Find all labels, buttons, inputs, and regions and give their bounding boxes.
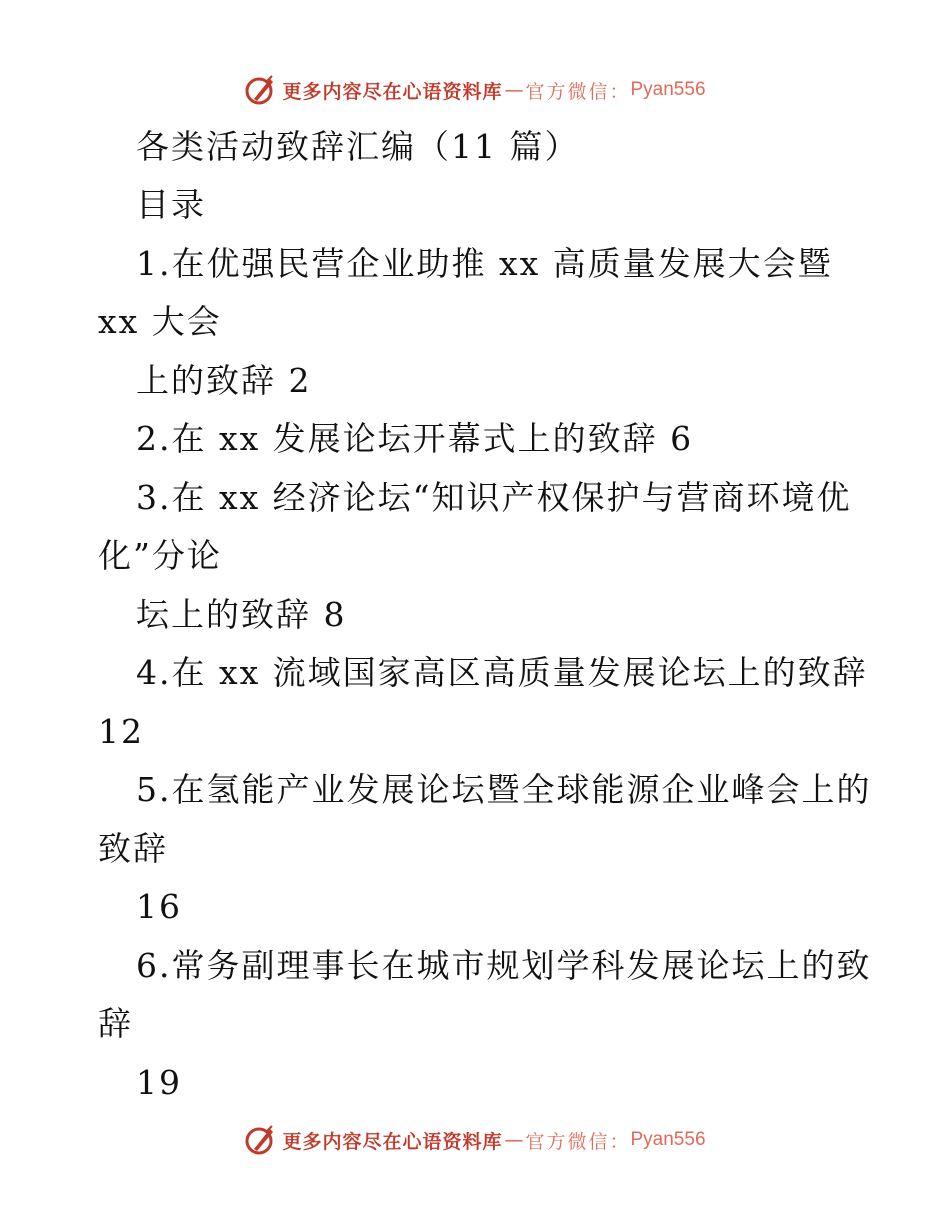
toc-line: 16 xyxy=(136,887,182,926)
toc-line: 5.在氢能产业发展论坛暨全球能源企业峰会上的 xyxy=(136,770,872,809)
watermark-dash: — xyxy=(504,1129,524,1151)
toc-line: xx 大会 xyxy=(98,302,222,341)
watermark-wechat-id: Pyan556 xyxy=(630,1129,706,1150)
toc-line: 辞 xyxy=(98,1004,133,1043)
toc-line: 6.常务副理事长在城市规划学科发展论坛上的致 xyxy=(136,946,872,985)
watermark-dash: — xyxy=(504,79,524,101)
toc-line: 致辞 xyxy=(98,829,168,868)
watermark-official-label: 官方微信： xyxy=(525,80,631,103)
watermark-footer xyxy=(0,1120,950,1160)
toc-line: 化”分论 xyxy=(98,536,222,575)
toc-heading: 目录 xyxy=(136,185,206,224)
toc-line: 19 xyxy=(136,1063,182,1102)
toc-line: 4.在 xx 流域国家高区高质量发展论坛上的致辞 xyxy=(136,653,868,692)
toc-line: 2.在 xx 发展论坛开幕式上的致辞 6 xyxy=(136,419,694,458)
toc-line: 坛上的致辞 8 xyxy=(136,595,347,634)
toc-line: 1.在优强民营企业助推 xx 高质量发展大会暨 xyxy=(136,244,833,283)
toc-line: 3.在 xx 经济论坛“知识产权保护与营商环境优 xyxy=(136,478,852,517)
watermark-brand: 更多内容尽在心语资料库 xyxy=(282,1130,503,1153)
watermark-wechat-id: Pyan556 xyxy=(630,79,706,100)
document-title: 各类活动致辞汇编（11 篇） xyxy=(136,127,580,166)
toc-line: 上的致辞 2 xyxy=(136,361,312,400)
watermark-official-label: 官方微信： xyxy=(525,1130,631,1153)
watermark-brand: 更多内容尽在心语资料库 xyxy=(282,80,503,103)
quill-circle-icon xyxy=(244,1123,278,1157)
toc-line: 12 xyxy=(98,712,144,751)
